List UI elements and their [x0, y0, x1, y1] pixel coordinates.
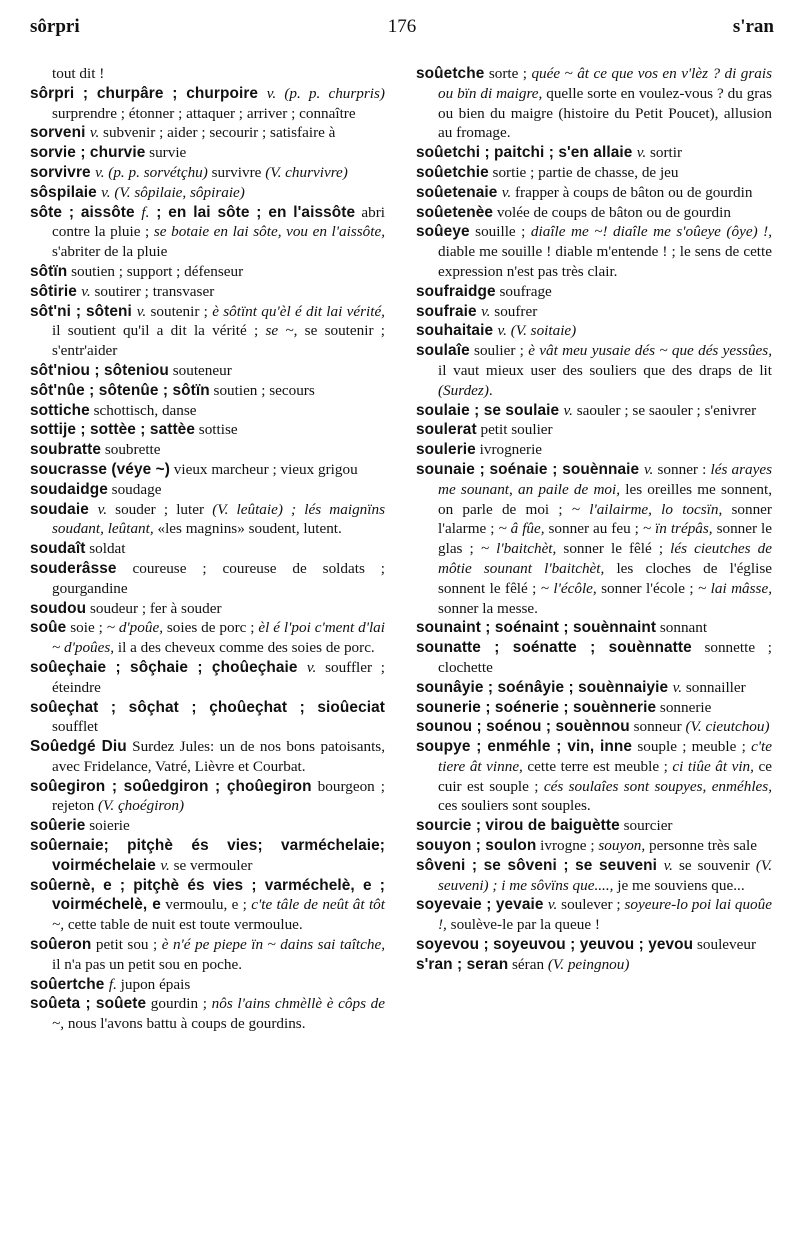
italic-text: v.	[643, 460, 654, 478]
headword: Soûedgé Diu	[30, 738, 127, 756]
italic-text: (V. churvivre)	[265, 163, 348, 181]
definition-text: soie ;	[66, 619, 107, 637]
definition-text: ivrognerie	[475, 441, 543, 459]
definition-text: soulier ;	[469, 342, 529, 360]
page-number: 176	[387, 16, 417, 37]
dictionary-entry	[30, 381, 385, 401]
definition-text: il soutient qu'il a dit la vérité ;	[52, 322, 266, 340]
headword: soufraie	[416, 302, 482, 320]
dictionary-entry	[416, 717, 772, 737]
italic-text: quée ~ ât ce que vos en v'lèz ? di grais ou bïn di maigre,	[438, 65, 772, 102]
italic-text: v.	[663, 856, 673, 874]
definition-text: il a des cheveux comme des soies de porc.	[114, 639, 375, 657]
headword: soûerie	[30, 817, 86, 835]
dictionary-entry	[416, 440, 772, 460]
definition-text: sonnerie	[656, 698, 712, 716]
dictionary-entry	[416, 816, 772, 836]
italic-text: v.	[501, 183, 512, 201]
dictionary-entry	[30, 361, 385, 381]
left-column	[30, 64, 385, 1034]
italic-text: v.	[636, 144, 647, 162]
definition-text: schottisch, danse	[89, 401, 197, 419]
italic-text: soyeure-lo poi lai quoûe !,	[438, 896, 772, 934]
definition-text: sortir	[646, 144, 683, 162]
italic-text: v.	[547, 896, 558, 914]
dictionary-entry	[30, 401, 385, 421]
definition-text: sonneur	[629, 718, 686, 736]
dictionary-entry	[416, 955, 772, 975]
headword: soudaie	[30, 500, 98, 518]
dictionary-entry	[30, 203, 385, 262]
italic-text: ~ ïn trépâs,	[642, 520, 713, 538]
headword: soubratte	[30, 441, 102, 459]
definition-text: se souvenir	[672, 856, 756, 874]
italic-text: ~ â fûe,	[498, 520, 545, 538]
headword: sorveni	[30, 124, 90, 142]
headword: sounâyie ; soénâyie ; souènnaiyie	[416, 678, 673, 696]
dictionary-entry	[30, 262, 385, 282]
headword: soûernè, e ; pitçhè és vies ; varméchelè, e ; voirméchelè, e	[30, 876, 385, 914]
definition-text: souder ; luter	[107, 500, 213, 518]
definition-text: Surdez Jules: un de nos bons patoisants, avec Fridelance, Vatré, Lièvre et Courbat.	[52, 738, 385, 775]
italic-text: lés arayes me sounant, an paile de moi,	[438, 460, 772, 498]
headword: soûeron	[30, 936, 92, 954]
dictionary-entry	[30, 698, 385, 738]
italic-text: v.	[160, 856, 170, 874]
definition-text: soufrer	[490, 302, 538, 320]
italic-text: c'te tiere ât vinne,	[438, 738, 773, 775]
italic-text: diaîle me ~! diaîle me s'oûeye (ôye) !,	[530, 223, 772, 241]
definition-text: sonnette ; clochette	[438, 639, 772, 676]
dictionary-entry	[416, 143, 772, 163]
headword: sôte ; aissôte	[30, 203, 142, 221]
headword: soupye ; enméhle ; vin, inne	[416, 738, 633, 756]
dictionary-entry	[416, 856, 772, 896]
definition-text: cette terre est meuble ;	[522, 757, 673, 775]
dictionary-entry	[30, 737, 385, 777]
headword: sorvie ; churvie	[30, 144, 146, 162]
definition-text: soutien ; support ; défenseur	[67, 262, 244, 280]
definition-text: abri contre la pluie ;	[52, 203, 385, 241]
italic-text: (V. leûtaie) ; lés maignïns soudant, leûtant,	[52, 500, 385, 538]
dictionary-entry	[416, 678, 772, 698]
definition-text: petit soulier	[476, 421, 553, 439]
definition-text: soutenir ;	[146, 302, 213, 320]
headword: sôt'nûe ; sôtenûe ; sôtïn	[30, 381, 210, 399]
italic-text: v.	[481, 302, 491, 320]
headword: sorvivre	[30, 163, 96, 181]
italic-text: v.	[81, 282, 91, 300]
definition-text: sonner :	[653, 460, 711, 478]
headword: sounerie ; soénerie ; souènnerie	[416, 698, 657, 716]
definition-text: soulever ;	[557, 896, 625, 914]
italic-text: cés soulaîes sont soupyes, enméhles,	[543, 777, 772, 795]
headword: sôt'ni ; sôteni	[30, 302, 137, 320]
headword: soudou	[30, 599, 87, 617]
headword: souderâsse	[30, 559, 117, 577]
italic-text: (V. cieutchou)	[685, 718, 770, 736]
definition-text: je me souviens que...	[613, 876, 745, 894]
dictionary-entry	[416, 183, 772, 203]
dictionary-entry	[30, 836, 385, 876]
dictionary-entry	[416, 321, 772, 341]
dictionary-entry	[30, 420, 385, 440]
dictionary-entry	[30, 876, 385, 935]
dictionary-entry	[30, 123, 385, 143]
dictionary-entry	[30, 599, 385, 619]
definition-text: soudage	[107, 480, 162, 498]
italic-text: v. (V. soitaie)	[497, 322, 577, 340]
dictionary-entry	[30, 480, 385, 500]
italic-text: v.	[672, 678, 683, 696]
headword: soulaîe	[416, 342, 470, 360]
italic-text: è vât meu yusaie dés ~ que dés yessûes,	[528, 342, 772, 360]
page-header	[30, 16, 774, 44]
headword: soûeçhaie ; sôçhaie ; çhoûeçhaie	[30, 658, 307, 676]
headword: sôrpri ; churpâre ; churpoire	[30, 84, 267, 102]
definition-text: subvenir ; aider ; secourir ; satisfaire à	[99, 124, 336, 142]
headword: sôtirie	[30, 282, 82, 300]
headword: s'ran ; seran	[416, 955, 509, 973]
dictionary-entry	[30, 500, 385, 540]
italic-text: nôs l'ains chmèllè è côps de ~,	[52, 995, 385, 1033]
dictionary-entry	[416, 222, 772, 281]
definition-text: jupon épais	[116, 975, 191, 993]
headword: sounatte ; soénatte ; souènnatte	[416, 639, 692, 657]
dictionary-entry	[416, 698, 772, 718]
definition-text: se soutenir ; s'entr'aider	[52, 322, 385, 360]
definition-text: soufrage	[495, 282, 552, 300]
italic-text: lés cieutches de môtie sounant l'baitchèt,	[438, 540, 772, 577]
headword: sôt'niou ; sôteniou	[30, 361, 169, 379]
headword: soûetchi ; paitchi ; s'en allaie	[416, 144, 637, 162]
definition-text: «les magnins» soudent, lutent.	[153, 520, 342, 538]
right-column	[416, 64, 772, 975]
definition-text: bourgeon ; rejeton	[52, 777, 385, 815]
dictionary-entry	[416, 836, 772, 856]
headword: soûernaie; pitçhè és vies; varméchelaie; voirméchelaie	[30, 837, 385, 874]
headword: soûetchie	[416, 163, 489, 181]
dictionary-entry	[30, 282, 385, 302]
headword: sottiche	[30, 401, 90, 419]
definition-text: diable me souille ! diable m'entende ! ; le sens de cette expression n'est pas très clair.	[438, 243, 772, 280]
italic-text: se ~,	[265, 322, 298, 340]
definition-text: soldat	[85, 540, 126, 558]
italic-text: è n'é pe piepe ïn ~ dains sai taîtche,	[161, 936, 386, 954]
definition-text: soufflet	[52, 718, 99, 736]
definition-text: volée de coups de bâton ou de gourdin	[493, 203, 731, 221]
headword: sourcie ; virou de baiguètte	[416, 817, 620, 835]
italic-text: se botaie en lai sôte, vou en l'aissôte,	[153, 223, 385, 241]
definition-text: soudeur ; fer à souder	[86, 599, 222, 617]
italic-text: (V. peingnou)	[547, 955, 630, 973]
italic-text: v.	[97, 500, 108, 518]
italic-text: ~ l'baitchèt,	[480, 540, 557, 558]
dictionary-entry	[30, 84, 385, 124]
definition-text: surprendre ; étonner ; attaquer ; arriver ; connaître	[52, 104, 356, 122]
definition-text: souffler ; éteindre	[52, 658, 385, 696]
definition-text: coureuse ; coureuse de soldats ; gourgandine	[52, 559, 385, 597]
definition-text: soutien ; secours	[209, 381, 315, 399]
dictionary-entry	[30, 163, 385, 183]
italic-text: v. (V. sôpilaie, sôpiraie)	[101, 183, 245, 201]
definition-text: ce cuir est souple ;	[438, 757, 772, 795]
headword: soudaidge	[30, 480, 108, 498]
dictionary-entry	[416, 64, 772, 143]
dictionary-entry	[416, 618, 772, 638]
definition-text: quelle sorte en voulez-vous ? du gras ou bien du maigre (histoire du Petit Poucet), allusion au fromage.	[438, 84, 772, 142]
headword: soufraidge	[416, 282, 496, 300]
definition-text: souleveur	[693, 936, 757, 954]
dictionary-entry	[416, 935, 772, 955]
definition-text: sottise	[195, 421, 238, 439]
definition-text: souple ; meuble ;	[632, 738, 752, 756]
headword: soûetenaie	[416, 183, 502, 201]
dictionary-entry	[416, 203, 772, 223]
definition-text: vieux marcheur ; vieux grigou	[169, 460, 358, 478]
definition-text: ces souliers sont souples.	[438, 797, 591, 815]
italic-text: v.	[306, 658, 317, 676]
definition-text: soierie	[85, 817, 130, 835]
headword: sôtïn	[30, 262, 68, 280]
dictionary-entry	[416, 638, 772, 678]
italic-text: ~ lai mâsse,	[698, 579, 773, 597]
definition-text: sortie ; partie de chasse, de jeu	[488, 163, 679, 181]
headword: soûe	[30, 619, 67, 637]
dictionary-entry	[30, 975, 385, 995]
definition-text: sonner au feu ;	[544, 520, 643, 538]
definition-text: .	[488, 381, 493, 399]
definition-text: sonner la messe.	[438, 599, 538, 617]
italic-text: ~ l'écôle,	[540, 579, 597, 597]
dictionary-entry	[30, 816, 385, 836]
dictionary-entry	[30, 559, 385, 599]
italic-text: v.	[136, 302, 147, 320]
header-last-word: s'ran	[732, 16, 774, 37]
definition-text: survivre	[207, 163, 266, 181]
definition-text: sourcier	[619, 817, 673, 835]
headword: souhaitaie	[416, 322, 498, 340]
definition-text: souteneur	[168, 361, 232, 379]
definition-text: sonner l'école ;	[596, 579, 699, 597]
italic-text: v. (p. p. churpris)	[266, 84, 385, 102]
definition-text: cette table de nuit est toute vermoulue.	[64, 916, 303, 934]
headword: soûegiron ; soûedgiron ; çhoûegiron	[30, 777, 312, 795]
dictionary-entry	[416, 420, 772, 440]
dictionary-entry	[416, 302, 772, 322]
headword: sottije ; sottèe ; sattèe	[30, 421, 195, 439]
dictionary-entry	[416, 895, 772, 935]
headword: souyon ; soulon	[416, 837, 537, 855]
dictionary-entry	[30, 183, 385, 203]
headword: soûetche	[416, 65, 485, 82]
definition-text: personne très sale	[645, 837, 757, 855]
headword: soûertche	[30, 975, 109, 993]
header-first-word: sôrpri	[30, 16, 80, 37]
definition-text: sonnailler	[682, 678, 746, 696]
dictionary-entry	[416, 737, 772, 816]
italic-text: f.	[141, 203, 150, 221]
headword: soulaie ; se soulaie	[416, 401, 564, 419]
dictionary-entry	[416, 401, 772, 421]
definition-text: souille ;	[469, 223, 531, 241]
italic-text: èl é l'poi c'ment d'lai ~ d'poûes,	[52, 619, 385, 657]
italic-text: v. (p. p. sorvétçhu)	[95, 163, 208, 181]
headword: ; en lai sôte ; en l'aissôte	[149, 203, 356, 221]
italic-text: (V. çhoégiron)	[97, 797, 185, 815]
definition-text: petit sou ;	[91, 936, 162, 954]
definition-text: soubrette	[101, 441, 161, 459]
dictionary-entry	[416, 341, 772, 400]
italic-text: souyon,	[598, 837, 646, 855]
definition-text: sonner le glas ;	[438, 520, 773, 558]
headword: soyevaie ; yevaie	[416, 896, 548, 914]
italic-text: (Surdez)	[438, 381, 489, 399]
italic-text: c'te tâle de neût ât tôt ~,	[52, 896, 385, 934]
dictionary-entry	[416, 282, 772, 302]
headword: sôveni ; se sôveni ; se seuveni	[416, 856, 664, 874]
italic-text: ~ l'ailairme, lo tocsïn,	[571, 500, 723, 518]
definition-text: nous l'avons battu à coups de gourdins.	[64, 1015, 306, 1033]
headword: soulerie	[416, 441, 476, 459]
italic-text: (V. seuveni) ; i me sôvïns que....,	[438, 856, 772, 894]
dictionary-entry	[416, 163, 772, 183]
headword: soûeye	[416, 223, 470, 241]
headword: soucrasse (véye ~)	[30, 460, 170, 478]
dictionary-entry	[416, 460, 772, 618]
headword: sounou ; soénou ; souènnou	[416, 718, 630, 736]
italic-text: ~ d'poûe,	[106, 619, 163, 637]
definition-text: soutirer ; transvaser	[90, 282, 215, 300]
definition-text: il n'a pas un petit sou en poche.	[52, 955, 243, 973]
dictionary-entry	[30, 302, 385, 361]
definition-text: les cloches de l'église sonnent le fêlé ;	[438, 559, 772, 597]
dictionary-entry	[30, 440, 385, 460]
dictionary-entry	[30, 994, 385, 1034]
headword: soûeta ; soûete	[30, 995, 147, 1013]
dictionary-entry	[30, 777, 385, 817]
definition-text: vermoulu, e ;	[160, 896, 252, 914]
definition-text: sonner le fêlé ;	[556, 540, 671, 558]
headword: sounaie ; soénaie ; souènnaie	[416, 460, 644, 478]
definition-text: sonner l'alarme ;	[438, 500, 772, 538]
italic-text: ci tiûe ât vin,	[672, 757, 754, 775]
headword: soyevou ; soyeuvou ; yeuvou ; yevou	[416, 936, 694, 954]
headword: soûeçhat ; sôçhat ; çhoûeçhat ; sioûeciat	[30, 698, 385, 716]
headword: soudaît	[30, 540, 86, 558]
dictionary-entry	[30, 64, 385, 84]
definition-text: sonnant	[656, 619, 708, 637]
definition-text: saouler ; se saouler ; s'enivrer	[572, 401, 757, 419]
definition-text: séran	[508, 955, 548, 973]
dictionary-entry	[30, 460, 385, 480]
headword: soûetenèe	[416, 203, 494, 221]
definition-text: tout dit !	[52, 65, 105, 82]
italic-text: v.	[563, 401, 573, 419]
definition-text: s'abriter de la pluie	[52, 243, 168, 261]
dictionary-entry	[30, 539, 385, 559]
definition-text: soies de porc ;	[163, 619, 259, 637]
definition-text: il vaut mieux user des souliers que des draps de lit	[438, 361, 772, 379]
definition-text: survie	[145, 144, 187, 162]
definition-text: soulève-le par la queue !	[446, 916, 600, 934]
dictionary-entry	[30, 143, 385, 163]
dictionary-entry	[30, 618, 385, 658]
italic-text: f.	[108, 975, 117, 993]
definition-text: se vermouler	[169, 856, 253, 874]
definition-text: sorte ;	[484, 65, 532, 82]
definition-text: les oreilles me sonnent, on parle de moi ;	[438, 480, 772, 518]
definition-text: gourdin ;	[146, 995, 212, 1013]
headword: sounaint ; soénaint ; souènnaint	[416, 619, 657, 637]
italic-text: è sôtïnt qu'èl é dit lai vérité,	[212, 302, 385, 320]
headword: sôspilaie	[30, 183, 102, 201]
italic-text: v.	[89, 124, 100, 142]
dictionary-entry	[30, 658, 385, 698]
definition-text: ivrogne ;	[536, 837, 599, 855]
definition-text: frapper à coups de bâton ou de gourdin	[511, 183, 753, 201]
dictionary-entry	[30, 935, 385, 975]
headword: soulerat	[416, 421, 477, 439]
